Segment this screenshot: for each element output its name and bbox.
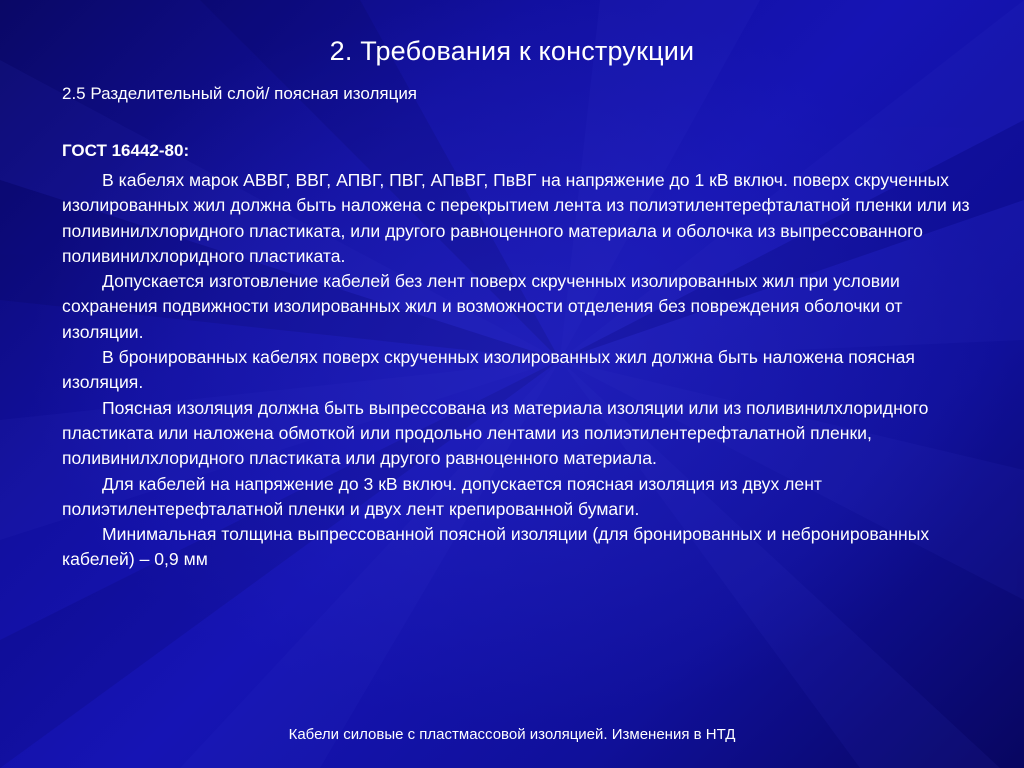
paragraph: Минимальная толщина выпрессованной поясной изоляции (для бронированных и небронированных кабелей) – 0,9 мм <box>62 524 930 570</box>
paragraph: Поясная изоляция должна быть выпрессована из материала изоляции или из поливинилхлоридного пластиката или наложена обмоткой или продольно лентами из полиэтилентерефталатной пленки, поливинилхлоридного пластиката или другого равноценного материала. <box>62 397 929 469</box>
slide-footer: Кабели силовые с пластмассовой изоляцией. Изменения в НТД <box>288 726 736 743</box>
slide-title: 2. Требования к конструкции <box>329 36 695 66</box>
body-text <box>62 168 972 573</box>
paragraph: В бронированных кабелях поверх скрученных изолированных жил должна быть наложена поясная изоляция. <box>62 347 915 393</box>
paragraph: В кабелях марок АВВГ, ВВГ, АПВГ, ПВГ, АПвВГ, ПвВГ на напряжение до 1 кВ включ. поверх скрученных изолированных жил должна быть наложена с перекрытием лента из полиэтилентерефталатной пленки или из поливинилхлоридного пластиката, или другого равноценного материала и оболочка из выпрессованного поливинилхлоридного пластиката. <box>62 170 970 266</box>
standard-reference: ГОСТ 16442-80: <box>62 141 190 160</box>
section-subtitle: 2.5 Разделительный слой/ поясная изоляция <box>62 84 418 103</box>
paragraph: Допускается изготовление кабелей без лент поверх скрученных изолированных жил при условии сохранения подвижности изолированных жил и возможности отделения без повреждения оболочки от изоляции. <box>62 271 903 342</box>
paragraph: Для кабелей на напряжение до 3 кВ включ. допускается поясная изоляция из двух лент полиэтилентерефталатной пленки и двух лент крепированной бумаги. <box>62 473 822 519</box>
